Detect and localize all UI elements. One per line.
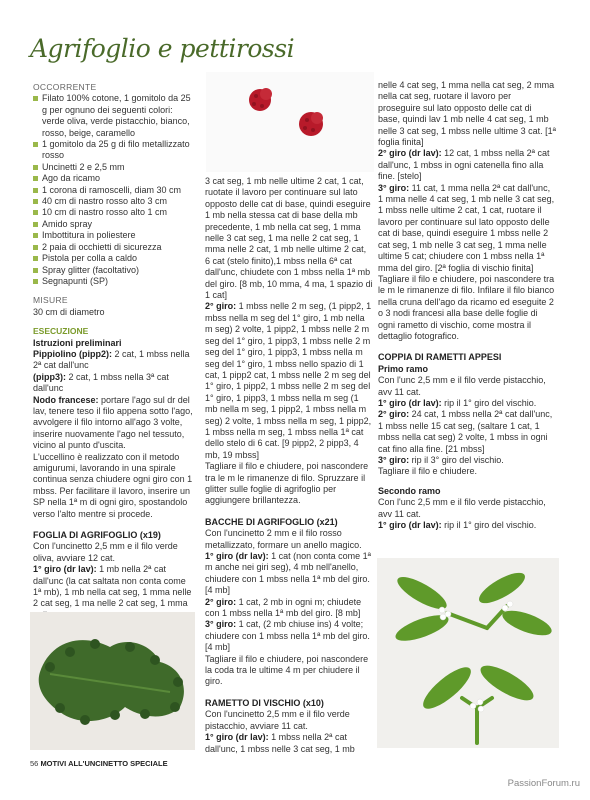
- holly-berries-photo: [206, 72, 374, 172]
- foglia-continued-text: 3 cat seg, 1 mb nelle ultime 2 cat, 1 cat, ruotate il lavoro per continuare sul lato opposto delle cat di base, quindi eseguire 1 mb nella stessa cat di base della mb precedente, 1 mb nella cat seg, 1 mma nelle 3 cat seg, 1 ma nelle 2 cat seg, 1 mma nelle 2 cat, 1 mb nelle ultime 2 cat, 6 cat (stelo finito),1 mbss nella 6ª cat dall'unc, chiudete con 1 mbss nella 1ª mb del giro. [8 mb, 10 mma, 4 ma, 1 spazio di 1 cat]: [205, 176, 373, 301]
- primo-intro: Con l'unc 2,5 mm e il filo verde pistacchio, avv 11 cat.: [378, 375, 546, 397]
- rametto-end-text: Tagliare il filo e chiudere, poi nascondere tra le m le rimanenze di filo. Infilare il filo bianco nella cruna dell'ago da ricamo ed eseguite 2 o 3 nodi francesi alla base delle foglie di ogni rametto di vischio, come mostra il dettaglio fotografico.: [378, 273, 555, 341]
- list-item: Segnapunti (SP): [33, 276, 193, 287]
- list-item: 1 corona di ramoscelli, diam 30 cm: [33, 185, 193, 196]
- rametto-g1-label: 1° giro (dr lav):: [205, 732, 269, 743]
- istruzioni-heading: Istruzioni preliminari: [33, 337, 122, 348]
- list-item: 10 cm di nastro rosso alto 1 cm: [33, 207, 193, 218]
- pippiolino-text: 2 cat, 1 mbss nella 2ª cat dall'unc: [33, 348, 190, 371]
- bacche-g1-text: 1 cat (non conta come 1ª m anche nei giri seg), 4 mb nell'anello, chiudere con 1 mbss nella 1ª mb del giro. [4 mb]: [205, 551, 371, 596]
- giro2-text: 1 mbss nelle 2 m seg, (1 pipp2, 1 mbss nella m seg del 1° giro, 1 mb nella m seg) 2 volte, 1 pipp2, 1 mbss nelle 2 m seg del 1° giro, 1 pipp3, 1 mbss nelle 2 m seg del 1° giro, 1 pipp3, 1 mbss nella m seg del 1° giro, 1 mbss nello spazio di 1 cat, 1 pipp2 cat, 1 mbss nelle 2 m seg del 1° giro, 1 pipp2, 1 mbss nelle 2 m seg del 1° giro, 1 pipp3, 1 mbss nella m seg (1 mb nella m seg, 1 pipp2, 1 mbss nella m seg) 2 volte, 1 mbss nella m seg, 1 pipp2, 1 mbss nella m seg, 1 mbss nella 1ª cat dello stelo di 6 cat. [9 pipp2, 2 pipp3, 4 mb, 19 mbss]: [205, 301, 372, 460]
- magazine-name: MOTIVI ALL'UNCINETTO SPECIALE: [40, 759, 168, 768]
- materials-list: [33, 93, 193, 287]
- bacche-g3-text: 1 cat, (2 mb chiuse ins) 4 volte; chiudere con 1 mbss nella 1ª mb del giro. [4 mb]: [205, 619, 370, 653]
- primo-g1-text: rip il 1° giro del vischio.: [441, 397, 537, 408]
- coppia-heading: COPPIA DI RAMETTI APPESI: [378, 352, 502, 363]
- list-item: Imbottitura in poliestere: [33, 230, 193, 241]
- column-3: [378, 80, 556, 531]
- list-item: 40 cm di nastro rosso alto 3 cm: [33, 196, 193, 207]
- uccellino-text: L'uccellino è realizzato con il metodo amigurumi, lavorando in una spirale continua senza chiudere ogni giro con 1 mbss. Per facilitare il lavoro, inserire un SP nella 1ª m di ogni giro, spostandolo verso l'alto mentre si procede.: [33, 451, 193, 519]
- list-item: Ago da ricamo: [33, 173, 193, 184]
- primo-g3-text: rip il 3° giro del vischio.: [409, 455, 504, 465]
- bacche-g3-label: 3° giro:: [205, 619, 237, 630]
- primo-g2-label: 2° giro:: [378, 409, 410, 420]
- secondo-g1-text: rip il 1° giro del vischio.: [441, 520, 537, 531]
- holly-leaf-photo: [30, 612, 195, 750]
- esecuzione-heading: ESECUZIONE: [33, 326, 89, 337]
- page-number: 56: [30, 759, 39, 768]
- pipp3-text: 2 cat, 1 mbss nella 3ª cat dall'unc: [33, 371, 169, 394]
- bacche-heading: BACCHE DI AGRIFOGLIO (x21): [205, 516, 338, 527]
- foglia-intro: Con l'uncinetto 2,5 mm e il filo verde oliva, avviare 12 cat.: [33, 541, 178, 563]
- primo-g1-label: 1° giro (dr lav):: [378, 397, 442, 408]
- primo-end-text: Tagliare il filo e chiudere.: [378, 466, 478, 477]
- rametto-g3-text: 11 cat, 1 mma nella 2ª cat dall'unc, 1 mma nelle 4 cat seg, 1 mb nelle 3 cat seg, 1 mbss nelle ultime 2 cat, 1 cat, ruotare il lavoro per continuare sul lato opposto delle cat di base, quindi eseguire 1 mbss nelle 2 cat seg, 1 mb nelle 3 cat seg, 1 mma nelle ultime 5 cat; chiudere con 1 mbss nella 1ª mma del giro. [2ª foglia di vischio finita]: [378, 182, 555, 273]
- secondo-g1-label: 1° giro (dr lav):: [378, 520, 442, 531]
- foglia-end-text: Tagliare il filo e chiudere, poi nascondere tra le m le rimanenze di filo. Spruzzare il glitter sulle foglie di agrifoglio per aggiungere brillantezza.: [205, 461, 369, 506]
- page-title: Agrifoglio e pettirossi: [30, 34, 295, 63]
- bacche-g2-label: 2° giro:: [205, 596, 237, 607]
- rametto-g2-label: 2° giro (dr lav):: [378, 148, 442, 159]
- list-item: Filato 100% cotone, 1 gomitolo da 25 g per ognuno dei seguenti colori: verde oliva, verde pistacchio, bianco, rosso, beige, caramello: [33, 93, 193, 139]
- bacche-intro: Con l'uncinetto 2 mm e il filo rosso metallizzato, formare un anello magico.: [205, 528, 362, 550]
- primo-g3-label: 3° giro:: [378, 455, 410, 465]
- primo-ramo-heading: Primo ramo: [378, 363, 429, 374]
- rametto-g3-label: 3° giro:: [378, 182, 410, 193]
- list-item: Pistola per colla a caldo: [33, 253, 193, 264]
- watermark: PassionForum.ru: [507, 778, 580, 789]
- giro2-label: 2° giro:: [205, 301, 237, 312]
- rametto-heading: RAMETTO DI VISCHIO (x10): [205, 697, 324, 708]
- column-1: [33, 82, 193, 621]
- foglia-giro-label: 1° giro (dr lav):: [33, 564, 97, 575]
- list-item: 1 gomitolo da 25 g di filo metallizzato rosso: [33, 139, 193, 162]
- list-item: Spray glitter (facoltativo): [33, 265, 193, 276]
- bacche-g2-text: 1 cat, 2 mb in ogni m; chiudete con 1 mbss nella 1ª mb del giro. [8 mb]: [205, 596, 362, 619]
- mistletoe-photo: [377, 558, 559, 748]
- column-2: [205, 176, 373, 755]
- primo-g2-text: 24 cat, 1 mbss nella 2ª cat dall'unc, 1 mbss nelle 15 cat seg, (saltare 1 cat, 1 mbss nella cat seg) 2 volte, 1 mbss in ogni cat fino alla fine. [21 mbss]: [378, 409, 553, 454]
- page-footer: [30, 759, 168, 768]
- list-item: Uncinetti 2 e 2,5 mm: [33, 162, 193, 173]
- rametto-continued-text: nelle 4 cat seg, 1 mma nella cat seg, 2 mma nella cat seg, ruotare il lavoro per proseguire sul lato opposto delle cat di base, quindi lav 1 mb nelle 4 cat seg, 1 mb nelle 3 cat seg, 1 mbss nelle ultime 3 cat. [1ª foglia finita]: [378, 80, 556, 148]
- pippiolino-label: Pippiolino (pipp2):: [33, 348, 112, 359]
- misure-value: 30 cm di diametro: [33, 306, 105, 317]
- pipp3-label: (pipp3):: [33, 371, 66, 382]
- misure-heading: MISURE: [33, 295, 68, 306]
- nodo-text: portare l'ago sul dr del lav, tenere teso il filo appena sotto l'ago, avvolgere il filo intorno all'ago 3 volte, inserire nuovamente l'ago nel tessuto, vicino al punto d'uscita.: [33, 394, 193, 451]
- bacche-g1-label: 1° giro (dr lav):: [205, 551, 269, 561]
- rametto-g1-text: 1 mbss nella 2ª cat dall'unc, 1 mbss nelle 3 cat seg, 1 mb: [205, 732, 355, 754]
- secondo-ramo-heading: Secondo ramo: [378, 485, 441, 496]
- rametto-g2-text: 12 cat, 1 mbss nella 2ª cat dall'unc, 1 mbss in ogni catenella fino alla fine. [stelo]: [378, 148, 550, 182]
- bacche-end-text: Tagliare il filo e chiudere, poi nascondere la coda tra le ultime 4 m per chiudere il giro.: [205, 653, 369, 687]
- list-item: 2 paia di occhietti di sicurezza: [33, 242, 193, 253]
- foglia-heading: FOGLIA DI AGRIFOGLIO (x19): [33, 530, 161, 541]
- secondo-intro: Con l'unc 2,5 mm e il filo verde pistacchio, avv 11 cat.: [378, 497, 546, 519]
- occorrente-heading: OCCORRENTE: [33, 82, 97, 92]
- nodo-label: Nodo francese:: [33, 394, 99, 405]
- list-item: Amido spray: [33, 219, 193, 230]
- rametto-intro: Con l'uncinetto 2,5 mm e il filo verde pistacchio, avviare 11 cat.: [205, 709, 350, 731]
- foglia-giro-text: 1 mb nella 2ª cat dall'unc (la cat saltata non conta come 1ª mb), 1 mb nella cat seg, 1 mma nelle 2 cat seg, 1 ma nelle 2 cat seg, 1 mma: [33, 564, 192, 609]
